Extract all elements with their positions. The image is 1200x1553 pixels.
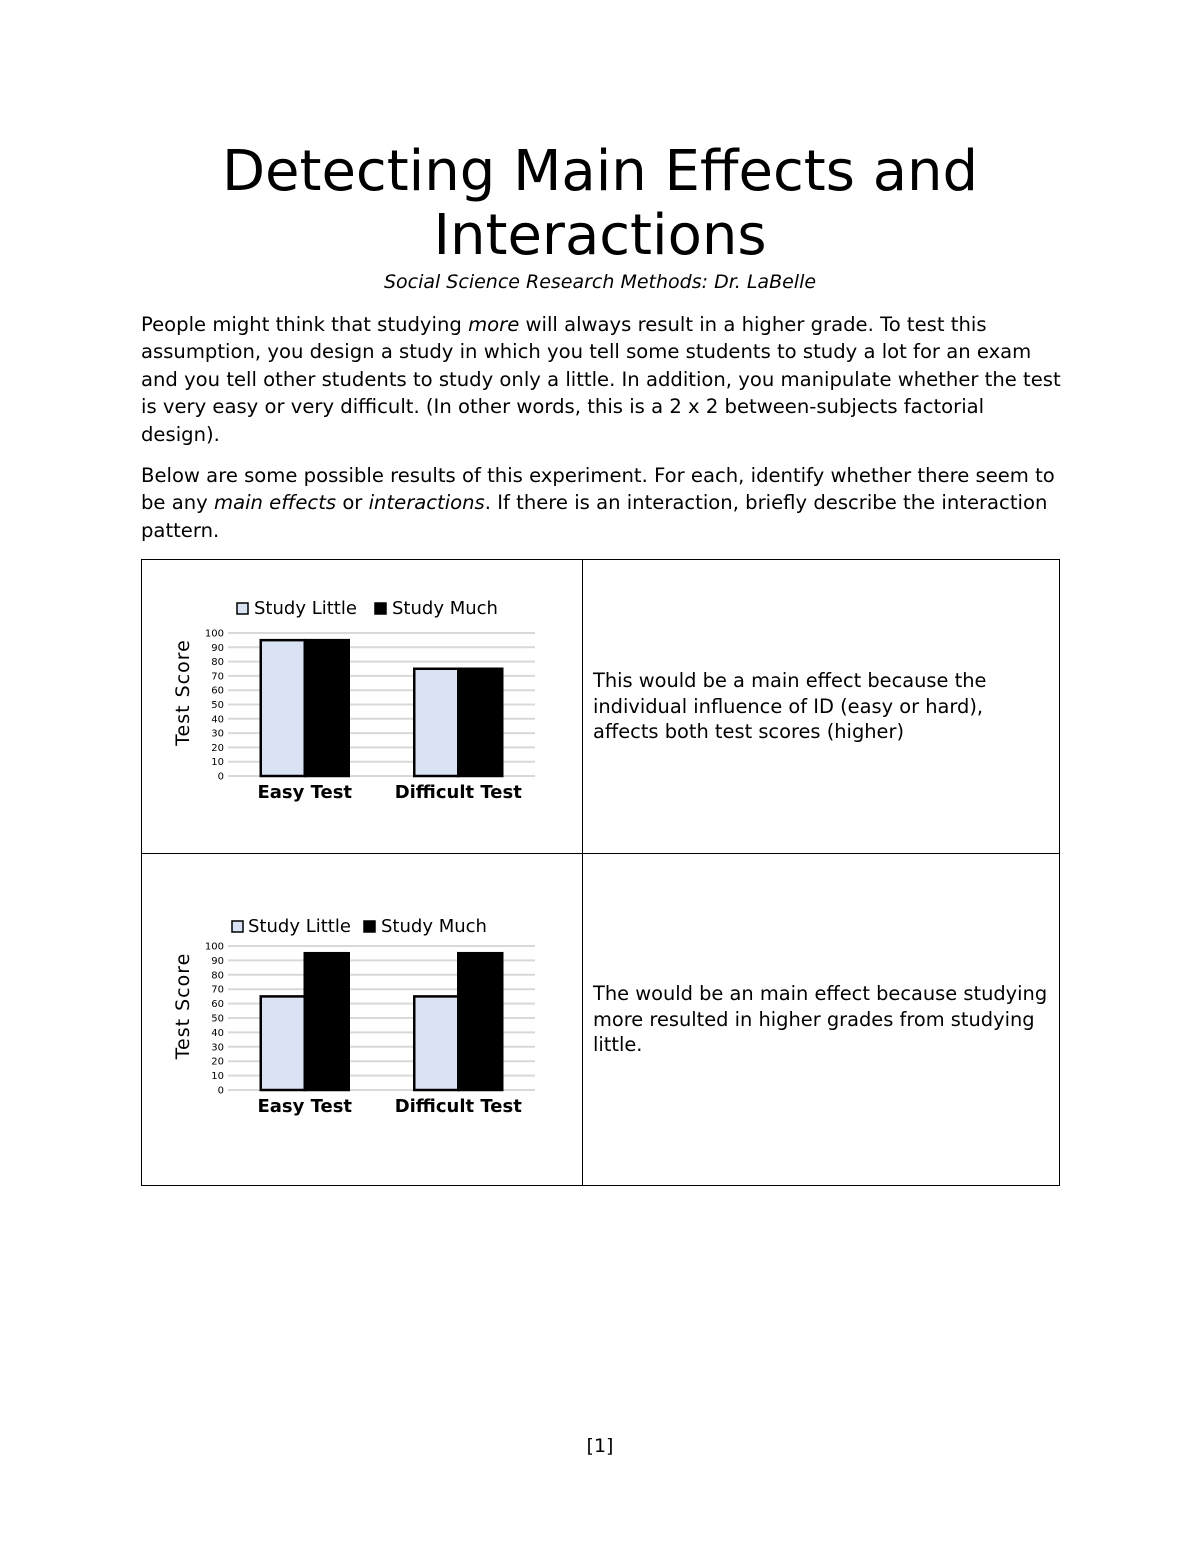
y-tick-label: 90	[211, 642, 224, 654]
table-row	[142, 854, 1060, 1186]
y-tick-label: 70	[211, 670, 224, 682]
instructions-emphasis-interactions: interactions	[368, 491, 485, 515]
bar-chart	[142, 855, 582, 1185]
intro-paragraph	[141, 311, 1061, 448]
y-tick-label: 80	[211, 969, 224, 981]
y-tick-label: 0	[217, 1085, 224, 1096]
y-tick-label: 100	[204, 941, 224, 952]
legend-swatch	[364, 921, 375, 932]
answer-text: The would be an main effect because studying more resulted in higher grades from studying little.	[593, 982, 1048, 1057]
y-tick-label: 80	[211, 656, 224, 668]
instructions-paragraph	[141, 462, 1061, 544]
chart-cell	[142, 560, 583, 854]
y-tick-label: 30	[211, 728, 224, 740]
y-tick-label: 50	[211, 1013, 224, 1024]
bar-study-little	[414, 996, 458, 1090]
bar-study-much	[305, 640, 349, 776]
bar-study-little	[261, 640, 305, 776]
instructions-emphasis-main-effects: main effects	[213, 491, 337, 515]
y-tick-label: 50	[211, 699, 224, 711]
legend-label: Study Much	[392, 597, 498, 619]
x-category-label: Easy Test	[257, 1095, 353, 1117]
legend-swatch	[232, 921, 243, 932]
x-category-label: Difficult Test	[394, 1095, 522, 1117]
y-tick-label: 20	[211, 1056, 224, 1068]
x-category-label: Easy Test	[257, 781, 353, 803]
bar-study-much	[458, 953, 502, 1090]
document-subtitle: Social Science Research Methods: Dr. LaBelle	[383, 271, 817, 293]
y-tick-label: 20	[211, 742, 224, 754]
y-tick-label: 70	[211, 984, 224, 996]
page-number: [1]	[586, 1435, 614, 1457]
bar-study-little	[261, 996, 305, 1090]
intro-text-2: will always result in a higher grade. To test this assumption, you design a study in which you tell some students to study a lot for an exam and you tell other students to study only a little. In addition, you manipulate whether the test is very easy or very difficult. (In other words, this is a 2 x 2 between-subjects factorial design).	[141, 313, 1061, 446]
answer-text: This would be a main effect because the individual influence of ID (easy or hard), affects both test scores (higher)	[593, 669, 987, 744]
answer-cell	[583, 560, 1060, 854]
y-tick-label: 0	[217, 771, 224, 782]
table-row	[142, 560, 1060, 854]
y-tick-label: 40	[211, 1027, 224, 1039]
results-table	[141, 559, 1060, 1186]
y-tick-label: 10	[211, 756, 224, 768]
x-category-label: Difficult Test	[394, 781, 522, 803]
bar-study-much	[458, 668, 502, 775]
bar-study-little	[414, 668, 458, 775]
answer-cell	[583, 854, 1060, 1186]
y-tick-label: 40	[211, 713, 224, 725]
instructions-text-1: Below are some possible results of this experiment. For each, identify whether there seem to be any	[141, 464, 1055, 515]
y-tick-label: 30	[211, 1041, 224, 1053]
intro-text-1: People might think that studying	[141, 313, 469, 336]
y-tick-label: 10	[211, 1070, 224, 1082]
y-axis-title: Test Score	[172, 638, 194, 746]
instructions-text-2: or	[336, 491, 369, 515]
y-tick-label: 60	[211, 998, 224, 1010]
instructions-text-3: . If there is an interaction, briefly describe the interaction pattern.	[141, 491, 1048, 542]
intro-emphasis: more	[468, 313, 520, 336]
legend-label: Study Little	[254, 597, 357, 619]
bar-study-much	[305, 953, 349, 1090]
chart-cell	[142, 854, 583, 1186]
document-title: Detecting Main Effects and Interactions	[221, 139, 979, 268]
legend-label: Study Much	[381, 915, 487, 937]
legend-swatch	[375, 603, 386, 614]
legend-swatch	[237, 603, 248, 614]
y-tick-label: 100	[204, 628, 224, 639]
y-tick-label: 90	[211, 955, 224, 967]
y-axis-title: Test Score	[172, 952, 194, 1059]
y-tick-label: 60	[211, 685, 224, 697]
legend-label: Study Little	[248, 915, 351, 937]
bar-chart	[142, 561, 582, 853]
